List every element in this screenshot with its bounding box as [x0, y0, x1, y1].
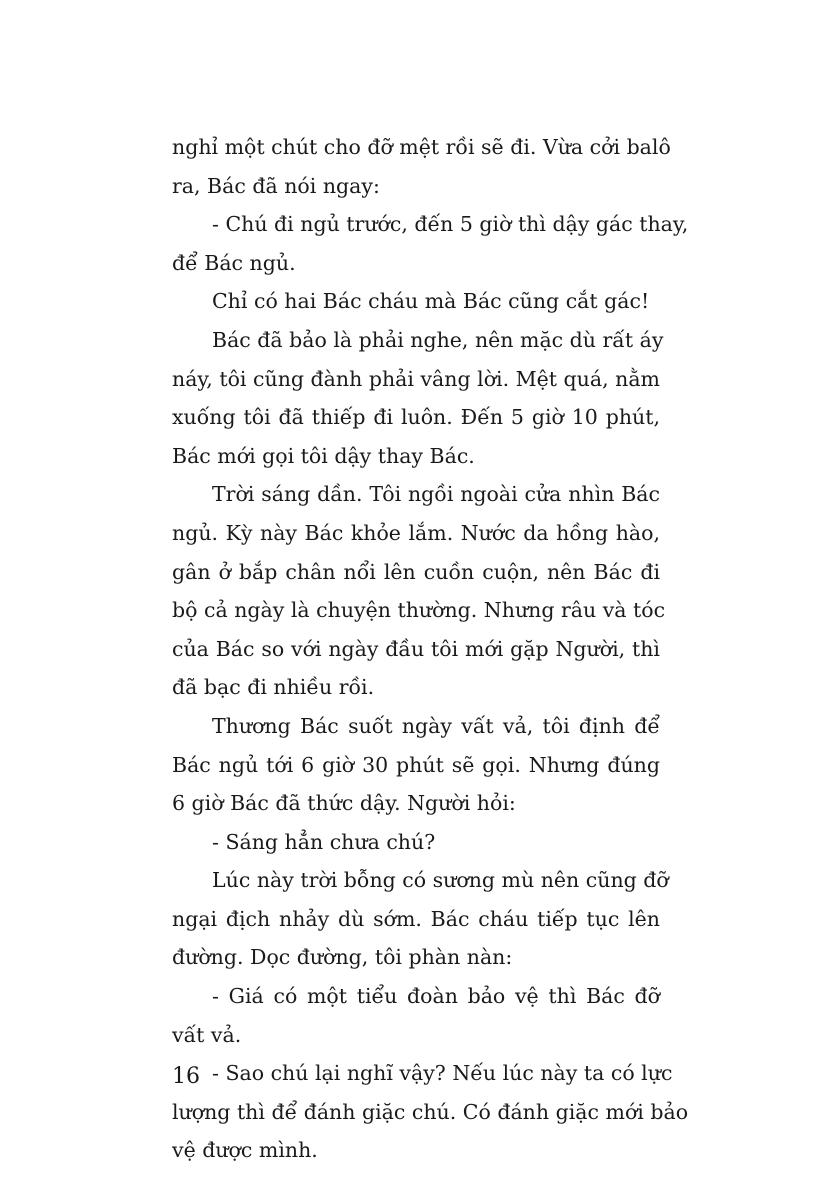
text-line: 6 giờ Bác đã thức dậy. Người hỏi: [172, 791, 516, 816]
text-line: - Chú đi ngủ trước, đến 5 giờ thì dậy gác thay, [212, 212, 689, 237]
text-line: xuống tôi đã thiếp đi luôn. Đến 5 giờ 10 phút, [172, 405, 660, 430]
body-text [172, 128, 689, 1170]
paragraph [172, 475, 666, 707]
paragraph [172, 861, 669, 977]
text-line: - Giá có một tiểu đoàn bảo vệ thì Bác đỡ [212, 984, 660, 1009]
text-line: Lúc này trời bỗng có sương mù nên cũng đỡ [212, 868, 669, 893]
text-line: gân ở bắp chân nổi lên cuồn cuộn, nên Bác đi [172, 559, 660, 584]
paragraph [172, 823, 660, 862]
text-line: vệ được mình. [172, 1138, 318, 1163]
text-line: náy, tôi cũng đành phải vâng lời. Mệt quá, nằm [172, 366, 660, 391]
text-line: ngại địch nhảy dù sớm. Bác cháu tiếp tục lên [172, 906, 660, 931]
text-line: nghỉ một chút cho đỡ mệt rồi sẽ đi. Vừa cởi balô [172, 135, 671, 159]
text-line: vất vả. [172, 1022, 242, 1047]
text-line: - Sao chú lại nghĩ vậy? Nếu lúc này ta có lực [212, 1061, 673, 1086]
paragraph [172, 977, 660, 1054]
text-line: ra, Bác đã nói ngay: [172, 173, 380, 198]
page-number: 16 [172, 1064, 200, 1089]
text-line: Thương Bác suốt ngày vất vả, tôi định để [212, 713, 660, 738]
paragraph [172, 205, 689, 282]
text-line: bộ cả ngày là chuyện thường. Nhưng râu và tóc [172, 598, 666, 623]
text-line: của Bác so với ngày đầu tôi mới gặp Người, thì [172, 636, 660, 661]
text-line: đường. Dọc đường, tôi phàn nàn: [172, 945, 513, 970]
text-line: Trời sáng dần. Tôi ngồi ngoài cửa nhìn Bác [212, 482, 660, 507]
text-line: để Bác ngủ. [172, 250, 296, 275]
text-line: Bác mới gọi tôi dậy thay Bác. [172, 443, 475, 468]
paragraph [172, 128, 671, 205]
text-line: Bác đã bảo là phải nghe, nên mặc dù rất áy [212, 327, 664, 352]
paragraph [172, 1054, 689, 1170]
text-line: ngủ. Kỳ này Bác khỏe lắm. Nước da hồng hào, [172, 520, 660, 545]
text-line: - Sáng hẳn chưa chú? [212, 829, 436, 854]
text-line: lượng thì để đánh giặc chú. Có đánh giặc mới bảo [172, 1099, 689, 1124]
paragraph [172, 707, 660, 823]
text-line: đã bạc đi nhiều rồi. [172, 675, 375, 700]
text-line: Bác ngủ tới 6 giờ 30 phút sẽ gọi. Nhưng đúng [172, 752, 660, 777]
text-line: Chỉ có hai Bác cháu mà Bác cũng cắt gác! [212, 289, 650, 314]
paragraph [172, 282, 660, 321]
paragraph [172, 321, 664, 475]
